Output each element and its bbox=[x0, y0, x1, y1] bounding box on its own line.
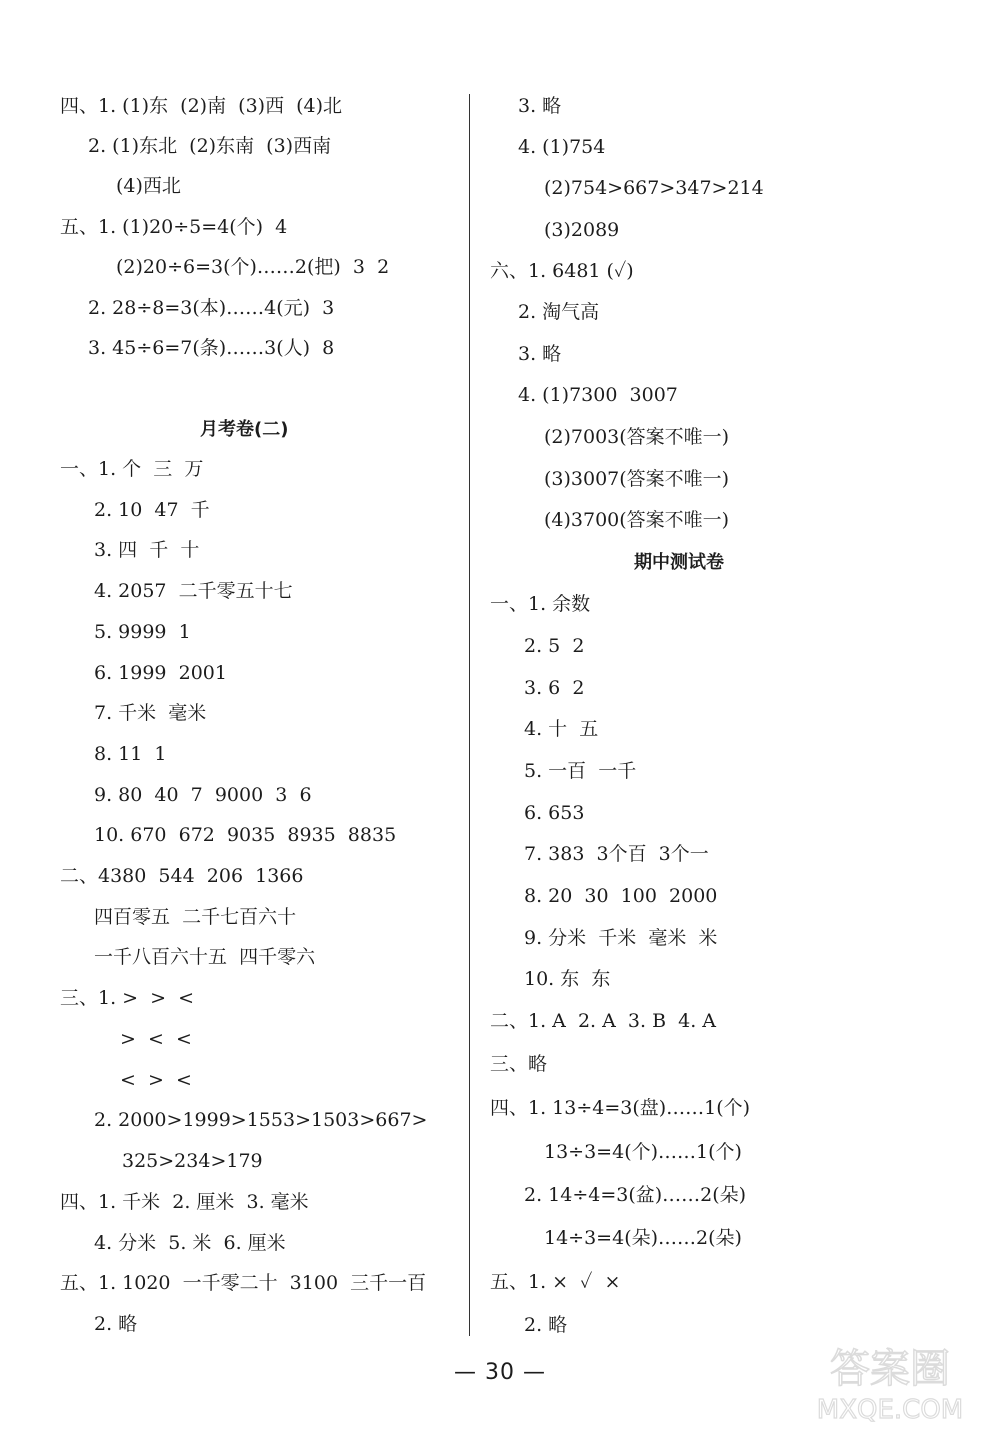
text-line: 4. 分米 5. 米 6. 厘米 bbox=[94, 1232, 286, 1254]
text-line: (4)西北 bbox=[116, 175, 181, 197]
text-line: 9. 80 40 7 9000 3 6 bbox=[94, 784, 312, 806]
text-line: 5. 一百 一千 bbox=[524, 760, 637, 782]
text-line: 4. 2057 二千零五十七 bbox=[94, 580, 293, 602]
text-line: 三、略 bbox=[490, 1053, 548, 1075]
text-line: 五、1. × ✓ × bbox=[490, 1271, 621, 1293]
text-line: 4. 十 五 bbox=[524, 718, 599, 740]
text-line: 四百零五 二千七百六十 bbox=[94, 906, 297, 928]
text-line: 9. 分米 千米 毫米 米 bbox=[524, 927, 718, 949]
text-line: 13÷3=4(个)……1(个) bbox=[544, 1141, 742, 1163]
text-line: 3. 略 bbox=[518, 343, 562, 365]
text-line: 7. 383 3个百 3个一 bbox=[524, 843, 709, 865]
text-line: 8. 11 1 bbox=[94, 743, 167, 765]
text-line: 三、1. > > < bbox=[60, 987, 195, 1009]
text-line: 4. (1)7300 3007 bbox=[518, 384, 678, 406]
text-line: 一千八百六十五 四千零六 bbox=[94, 946, 316, 968]
text-line: 2. 淘气高 bbox=[518, 301, 600, 323]
text-line: 8. 20 30 100 2000 bbox=[524, 885, 718, 907]
text-line: 2. 14÷4=3(盆)……2(朵) bbox=[524, 1184, 747, 1206]
text-line: 四、1. 13÷4=3(盘)……1(个) bbox=[490, 1097, 751, 1119]
text-line: 五、1. (1)20÷5=4(个) 4 bbox=[60, 216, 288, 238]
text-line: 五、1. 1020 一千零二十 3100 三千一百 bbox=[60, 1272, 427, 1294]
text-line: 一、1. 个 三 万 bbox=[60, 458, 204, 480]
text-line: 2. 5 2 bbox=[524, 635, 585, 657]
text-line: 10. 东 东 bbox=[524, 968, 611, 990]
text-line: 四、1. 千米 2. 厘米 3. 毫米 bbox=[60, 1191, 309, 1213]
text-line: (3)2089 bbox=[544, 219, 620, 241]
text-line: 2. 10 47 千 bbox=[94, 499, 210, 521]
text-line: 2. (1)东北 (2)东南 (3)西南 bbox=[88, 135, 332, 157]
text-line: 10. 670 672 9035 8935 8835 bbox=[94, 824, 397, 846]
text-line: 2. 2000>1999>1553>1503>667> bbox=[94, 1109, 428, 1131]
text-line: 3. 略 bbox=[518, 95, 562, 117]
text-line: (2)7003(答案不唯一) bbox=[544, 426, 730, 448]
section-heading: 期中测试卷 bbox=[634, 552, 724, 573]
text-line: 4. (1)754 bbox=[518, 136, 606, 158]
text-line: 14÷3=4(朵)……2(朵) bbox=[544, 1227, 742, 1249]
text-line: (2)754>667>347>214 bbox=[544, 177, 764, 199]
text-line: 3. 6 2 bbox=[524, 677, 585, 699]
text-line: > < < bbox=[120, 1028, 192, 1050]
page-number: — 30 — bbox=[454, 1360, 546, 1385]
text-line: 2. 略 bbox=[94, 1313, 138, 1335]
watermark-logo bbox=[790, 1340, 990, 1425]
text-line: 3. 45÷6=7(条)……3(人) 8 bbox=[88, 337, 335, 359]
text-line: 四、1. (1)东 (2)南 (3)西 (4)北 bbox=[60, 95, 343, 117]
text-line: 二、1. A 2. A 3. B 4. A bbox=[490, 1010, 717, 1032]
text-line: 六、1. 6481 (✓) bbox=[490, 260, 634, 282]
text-line: 6. 1999 2001 bbox=[94, 662, 227, 684]
text-line: 7. 千米 毫米 bbox=[94, 702, 207, 724]
text-line: 5. 9999 1 bbox=[94, 621, 191, 643]
text-line: 2. 28÷8=3(本)……4(元) 3 bbox=[88, 297, 335, 319]
watermark-site: MXQE.COM bbox=[816, 1395, 964, 1425]
text-line: 6. 653 bbox=[524, 802, 585, 824]
text-line: (3)3007(答案不唯一) bbox=[544, 468, 730, 490]
text-line: < > < bbox=[120, 1069, 192, 1091]
text-line: (2)20÷6=3(个)……2(把) 3 2 bbox=[116, 256, 390, 278]
text-line: 3. 四 千 十 bbox=[94, 539, 200, 561]
text-line: (4)3700(答案不唯一) bbox=[544, 509, 730, 531]
text-line: 2. 略 bbox=[524, 1314, 568, 1336]
text-line: 二、4380 544 206 1366 bbox=[60, 865, 304, 887]
watermark-text: 答案圈 bbox=[830, 1346, 950, 1392]
text-line: 325>234>179 bbox=[122, 1150, 263, 1172]
text-line: 一、1. 余数 bbox=[490, 593, 591, 615]
column-divider bbox=[469, 94, 470, 1336]
section-heading: 月考卷(二) bbox=[200, 419, 289, 440]
